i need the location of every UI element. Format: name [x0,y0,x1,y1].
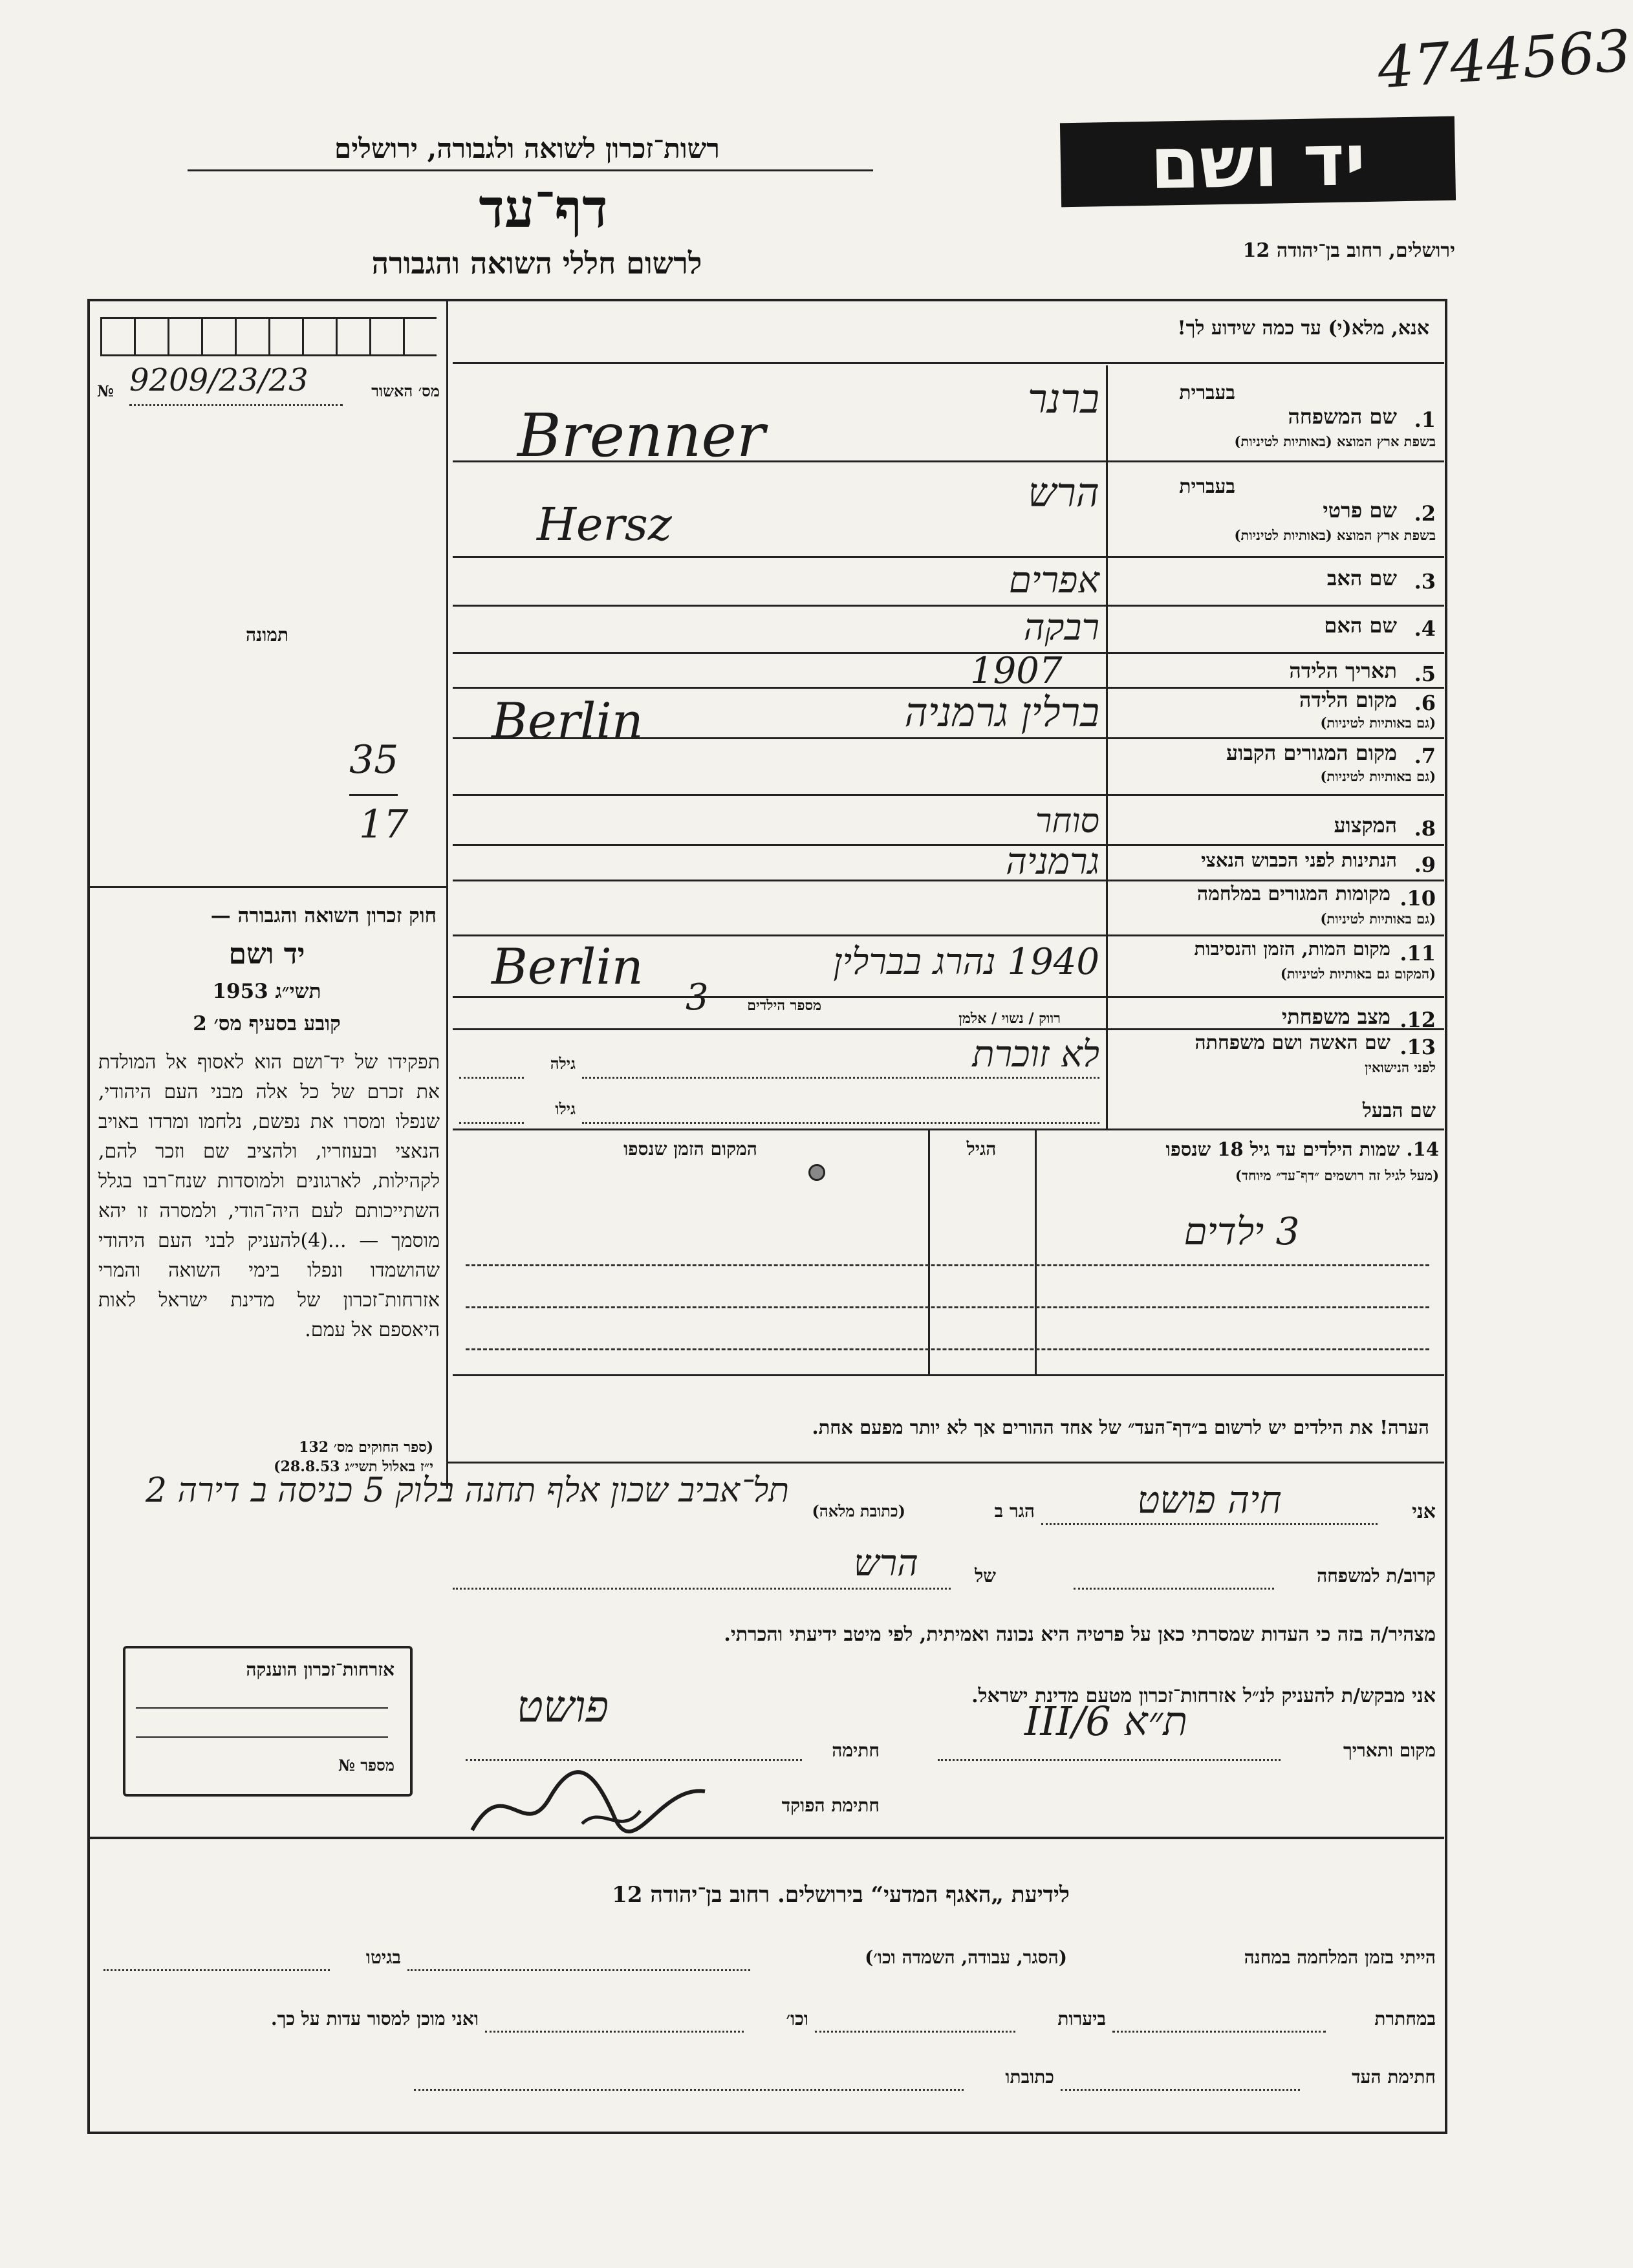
bottom-ghetto-line [103,1969,330,1971]
declarant-name-line [1041,1523,1378,1525]
margin-note-rule [349,794,398,796]
field-13-value: לא זוכרת [972,1033,1099,1075]
field-13-age-label: גילה [550,1054,576,1073]
field-2-hebrew: הרש [1028,469,1099,516]
husband-age-label: גילו [555,1099,576,1118]
field-1-latin: Brenner [517,401,765,470]
field-5-label: תאריך הלידה [1289,658,1397,683]
certificate-title: אזרחות־זכרון הוענקה [246,1659,395,1680]
field-12-label: מצב משפחתי [1281,1004,1390,1029]
field-4-num: 4. [1414,616,1436,641]
law-name: יד ושם [228,938,305,971]
approval-no-label: № [97,382,114,400]
field-1-tag: בעברית [1179,382,1235,404]
certificate-line-2 [136,1736,388,1738]
field-12-num: 12. [1400,1008,1436,1032]
wife-age-line [459,1077,524,1079]
law-year: תשי״ג 1953 [212,980,321,1003]
row-husband-line [453,1129,1444,1130]
field-2-latin: Hersz [537,498,672,551]
field-12-children: 3 [686,977,709,1019]
field-1-hebrew: ברנר [1028,375,1099,422]
field-12-children-label: מספר הילדים [747,997,821,1014]
bottom-line-1c: בגיטו [365,1947,401,1968]
row-10-line [453,934,1444,936]
declarant-lives-label: הגר ב [994,1500,1035,1522]
declaration-text: מצהיר/ה בזה כי העדות שמסרתי כאן על פרטיה היא נכונה ואמיתית, לפי מיטב ידיעתי והכרתי. [724,1623,1436,1646]
children-line-3 [466,1348,1429,1350]
bottom-etc-line [485,2031,744,2033]
field-11-label: מקום המות, הזמן והנסיבות [1194,938,1390,960]
row-6-line [453,737,1444,739]
field-6-latin: Berlin [492,692,643,750]
children-line-1 [466,1264,1429,1266]
field-9-num: 9. [1414,852,1436,877]
children-title: 14. שמות הילדים עד גיל 18 שנספו [1165,1138,1439,1160]
official-signature [466,1759,711,1850]
children-col-1 [1035,1129,1037,1374]
field-10-sub: (גם באותיות לטיניות) [1320,911,1436,927]
field-6-num: 6. [1414,691,1436,715]
bottom-underground-line [1112,2031,1326,2033]
children-age-header: הגיל [966,1138,997,1160]
law-title: חוק זכרון השואה והגבורה — [210,904,437,927]
wife-line [582,1077,1099,1079]
field-7-label: מקום המגורים הקבוע [1226,740,1397,765]
field-1-sub: בשפת ארץ המוצא (באותיות לטיניות) [1234,433,1436,449]
declarant-i-label: אני [1412,1500,1436,1523]
field-3-label: שם האב [1326,566,1397,590]
field-2-tag: בעברית [1179,475,1235,498]
field-9-value: גרמניה [1006,841,1099,883]
children-col-2 [928,1129,930,1374]
declarant-name: חיה פושט [1137,1478,1282,1522]
field-10-label: מקומות המגורים במלחמה [1196,883,1390,905]
bottom-line-2b: ביערות [1057,2008,1106,2029]
row-7-line [453,794,1444,796]
relation-label: קרוב/ת למשפחה [1317,1565,1436,1586]
fill-instruction: אנא, מלא(י) עד כמה שידוע לך! [1177,317,1429,340]
children-place-dot [808,1164,825,1181]
field-13-num: 13. [1400,1035,1436,1059]
row-11-line [453,996,1444,998]
remark: הערה! את הילדים יש לרשום ב״דף־העד״ של אחד ההורים אך לא יותר מפעם אחת. [812,1416,1429,1438]
field-1-label: שם המשפחה [1288,404,1397,429]
law-body: תפקידו של יד־ושם הוא לאסוף אל המולדת את זכרם של כל אלה מבני העם היהודי, שנפלו ומסרו את נפשם, נלחמו ומרדו באויב הנאצי ובעוזריו, ולהציב שם וזכר להם, לקהילות, לארגונים ולמוסדות שנח־רבו בגלל השתייכותם לעם היה־הודי, ולמסרה זו יהא מוסמך — ...(4)להעניק לבני העם היהודי שהושמדו ונפלו בימי השואה והמרי אזרחות־זכרון של מדינת ישראל לאות היאספם אל עמם. [98,1051,440,1341]
relation-line [1074,1588,1274,1590]
bottom-title: לידיעת „האגף המדעי“ בירושלים. רחוב בן־יהודה 12 [612,1882,1070,1908]
field-2-sub: בשפת ארץ המוצא (באותיות לטיניות) [1234,527,1436,543]
header-address: ירושלים, רחוב בן־יהודה 12 [1242,239,1455,262]
field-13-label: שם האשה ושם משפחתה [1195,1031,1390,1054]
approval-number: 9209/23/23 [129,362,308,398]
approval-boxes [100,317,437,356]
children-bottom-line [453,1374,1444,1376]
law-source-1: (ספר החוקים מס׳ 132 [299,1439,433,1456]
field-3-num: 3. [1414,569,1436,594]
law-source-2: י״ז באלול תשי״ג 28.8.53) [274,1458,433,1475]
archive-number: 4744563 [1375,17,1633,102]
bottom-section-divider [87,1837,1444,1839]
bottom-line-1a: הייתי בזמן המלחמה במחנה [1244,1947,1436,1968]
field-8-value: סוחר [1035,802,1099,841]
relation-of-label: של [975,1565,996,1586]
bottom-line-3b: כתובתו [1005,2066,1054,2088]
field-11-hebrew: 1940 נהרג בברלין [833,941,1099,983]
law-clause: קובע בסעיף מס׳ 2 [193,1012,341,1035]
bottom-witness-line [1061,2089,1300,2091]
approval-label: מס׳ האשור [371,382,440,400]
authority-underline [188,169,873,171]
field-5-value: 1907 [970,650,1063,692]
photo-label: תמונה [246,624,289,645]
authority-name: רשות־זכרון לשואה ולגבורה, ירושלים [334,133,720,164]
approval-line [129,404,343,406]
place-date-value: ת״א 6/III [1024,1698,1188,1745]
field-4-label: שם האם [1324,613,1397,638]
yad-vashem-logo [1060,116,1456,208]
margin-note-2: 17 [359,802,409,847]
row-9-line [453,880,1444,881]
remark-bottom-line [446,1462,1444,1463]
signature-label: חתימה [832,1740,880,1761]
field-11-sub: (המקום גם באותיות לטיניות) [1280,966,1436,982]
left-column-divider [446,299,448,1489]
field-label-divider [1106,365,1108,1129]
instruction-row-line [453,362,1444,364]
field-8-label: המקצוע [1334,813,1397,837]
logo-text: יד ושם [1149,118,1367,205]
children-entry-1: 3 ילדים [1184,1209,1300,1253]
bottom-line-2c: וכו׳ [786,2008,808,2029]
field-5-num: 5. [1414,662,1436,686]
field-12-options: רווק / נשוי / אלמן [958,1010,1061,1027]
field-6-sub: (גם באותיות לטיניות) [1320,715,1436,731]
field-9-label: הנתינות לפני הכבוש הנאצי [1201,849,1397,871]
bottom-address-line [414,2089,964,2091]
certificate-line-1 [136,1707,388,1709]
field-10-num: 10. [1400,886,1436,911]
field-1-num: 1. [1414,407,1436,432]
photo-bottom-line [89,886,447,888]
field-7-sub: (גם באותיות לטיניות) [1320,768,1436,784]
official-signature-label: חתימת הפוקד [781,1795,880,1816]
row-1-line [453,460,1444,462]
field-2-label: שם פרטי [1323,498,1397,523]
relation-value: הרש [854,1542,918,1584]
row-2-line [453,556,1444,558]
field-2-num: 2. [1414,501,1436,526]
field-4-value: רבקה [1023,607,1099,649]
field-3-value: אפרים [1008,559,1099,601]
bottom-camp-line [407,1969,750,1971]
form-subtitle: לרשום חללי השואה והגבורה [371,246,702,281]
form-title: דף־עד [479,178,608,240]
bottom-line-1b: (הסגר, עבודה, השמדה וכו׳) [865,1947,1067,1968]
children-note: (מעל לגיל זה רושמים ״דף־עד״ מיוחד) [1235,1167,1439,1183]
bottom-line-2a: במחתרת [1374,2008,1436,2029]
relation-of-line [453,1588,951,1590]
row-12-line [453,1028,1444,1030]
place-date-label: מקום ותאריך [1343,1740,1436,1761]
request-text: אני מבקש/ת להעניק לנ״ל אזרחות־זכרון מטעם מדינת ישראל. [971,1685,1436,1707]
row-4-line [453,652,1444,654]
children-line-2 [466,1306,1429,1308]
field-13-sub: לפני הנישואין [1365,1059,1436,1075]
field-11-num: 11. [1400,941,1436,966]
bottom-forest-line [815,2031,1015,2033]
certificate-number-label: מספר № [338,1756,395,1775]
children-place-header: המקום הזמן שנספו [623,1138,757,1160]
field-6-hebrew: ברלין גרמניה [904,689,1099,736]
declarant-address-label: (כתובת מלאה) [812,1502,905,1520]
husband-line [582,1122,1099,1124]
field-6-label: מקום הלידה [1299,687,1397,712]
field-11-latin: Berlin [492,938,643,995]
field-7-num: 7. [1414,744,1436,768]
declarant-address: תל־אביב שכון אלף תחנה בלוק 5 כניסה ב דירה 2 [145,1471,789,1510]
husband-label: שם הבעל [1362,1099,1436,1122]
husband-age-line [459,1122,524,1124]
place-date-line [938,1759,1281,1761]
signature: פושט [516,1681,609,1733]
field-8-num: 8. [1414,816,1436,841]
margin-note-1: 35 [349,737,399,783]
bottom-line-3a: חתימת העד [1352,2066,1436,2088]
bottom-line-2d: ואני מוכן למסור עדות על כך. [270,2008,479,2029]
